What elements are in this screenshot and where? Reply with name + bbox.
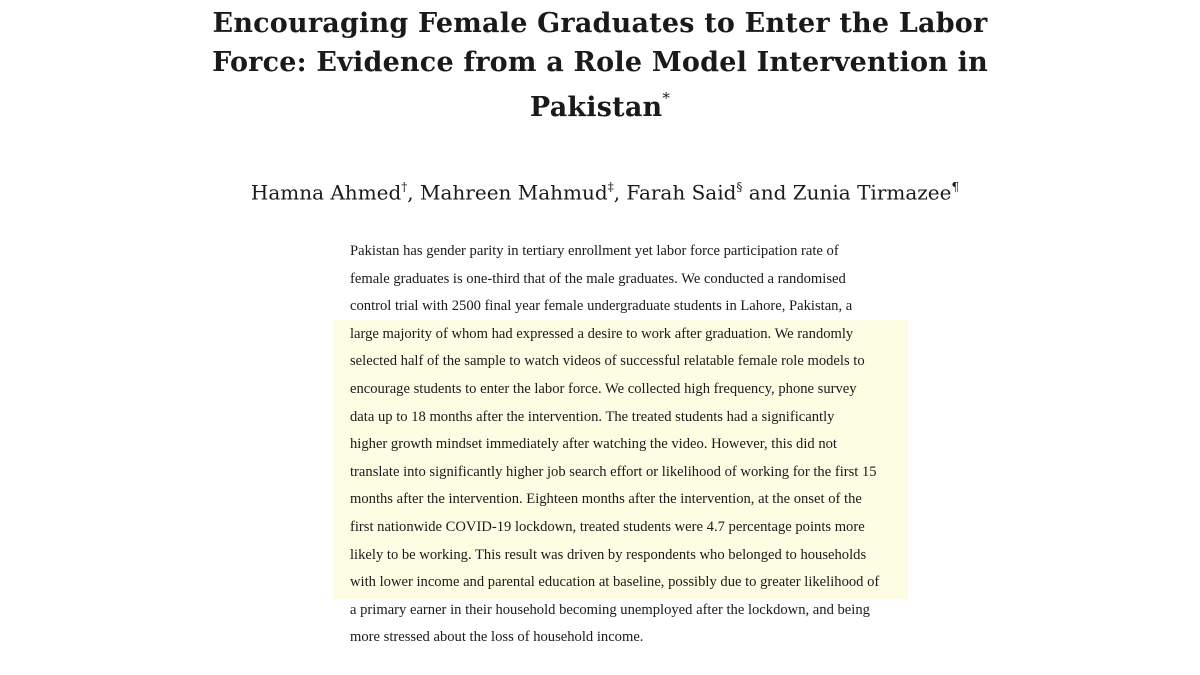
author-footnote-mark: †: [401, 180, 408, 194]
author-name: Farah Said: [626, 180, 737, 205]
abstract-line: months after the intervention. Eighteen months after the intervention, at the onset of the: [350, 491, 862, 508]
author-footnote-mark: ‡: [607, 180, 614, 194]
author-footnote-mark: ¶: [951, 180, 960, 194]
author-separator: and: [742, 180, 793, 205]
abstract-line: translate into significantly higher job search effort or likelihood of working for the first 15: [350, 463, 877, 480]
author-separator: ,: [613, 180, 627, 205]
author-separator: ,: [407, 180, 421, 205]
author-footnote-mark: §: [736, 180, 743, 194]
abstract-line: first nationwide COVID-19 lockdown, treated students were 4.7 percentage points more: [350, 518, 865, 535]
author-name: Zunia Tirmazee: [792, 180, 952, 205]
abstract-line: female graduates is one-third that of the male graduates. We conducted a randomised: [350, 270, 846, 287]
abstract-line: likely to be working. This result was driven by respondents who belonged to households: [350, 546, 867, 563]
abstract-line: higher growth mindset immediately after watching the video. However, this did not: [350, 436, 837, 453]
abstract-line: encourage students to enter the labor force. We collected high frequency, phone survey: [350, 380, 857, 397]
abstract-line: with lower income and parental education at baseline, possibly due to greater likelihood of: [350, 574, 880, 591]
paper-title: [0, 4, 1200, 127]
author-name: Mahreen Mahmud: [420, 180, 608, 205]
abstract-line: data up to 18 months after the intervention. The treated students had a significantly: [350, 408, 835, 425]
abstract-line: control trial with 2500 final year female undergraduate students in Lahore, Pakistan, a: [350, 298, 853, 315]
abstract-line: a primary earner in their household becoming unemployed after the lockdown, and being: [350, 601, 870, 618]
abstract-line: Pakistan has gender parity in tertiary enrollment yet labor force participation rate of: [350, 243, 839, 259]
author-name: Hamna Ahmed: [250, 180, 402, 205]
abstract-line: selected half of the sample to watch videos of successful relatable female role models to: [350, 353, 865, 370]
abstract: [350, 238, 910, 652]
title-line-text: Pakistan: [529, 92, 663, 123]
abstract-line: large majority of whom had expressed a desire to work after graduation. We randomly: [350, 325, 854, 342]
title-line: Encouraging Female Graduates to Enter the Labor: [212, 8, 988, 39]
abstract-line: more stressed about the loss of household income.: [350, 629, 644, 646]
title-footnote-mark: *: [662, 89, 671, 107]
title-line: [0, 82, 1200, 127]
title-line: Force: Evidence from a Role Model Intervention in: [212, 47, 988, 78]
author-list: [0, 173, 1200, 208]
